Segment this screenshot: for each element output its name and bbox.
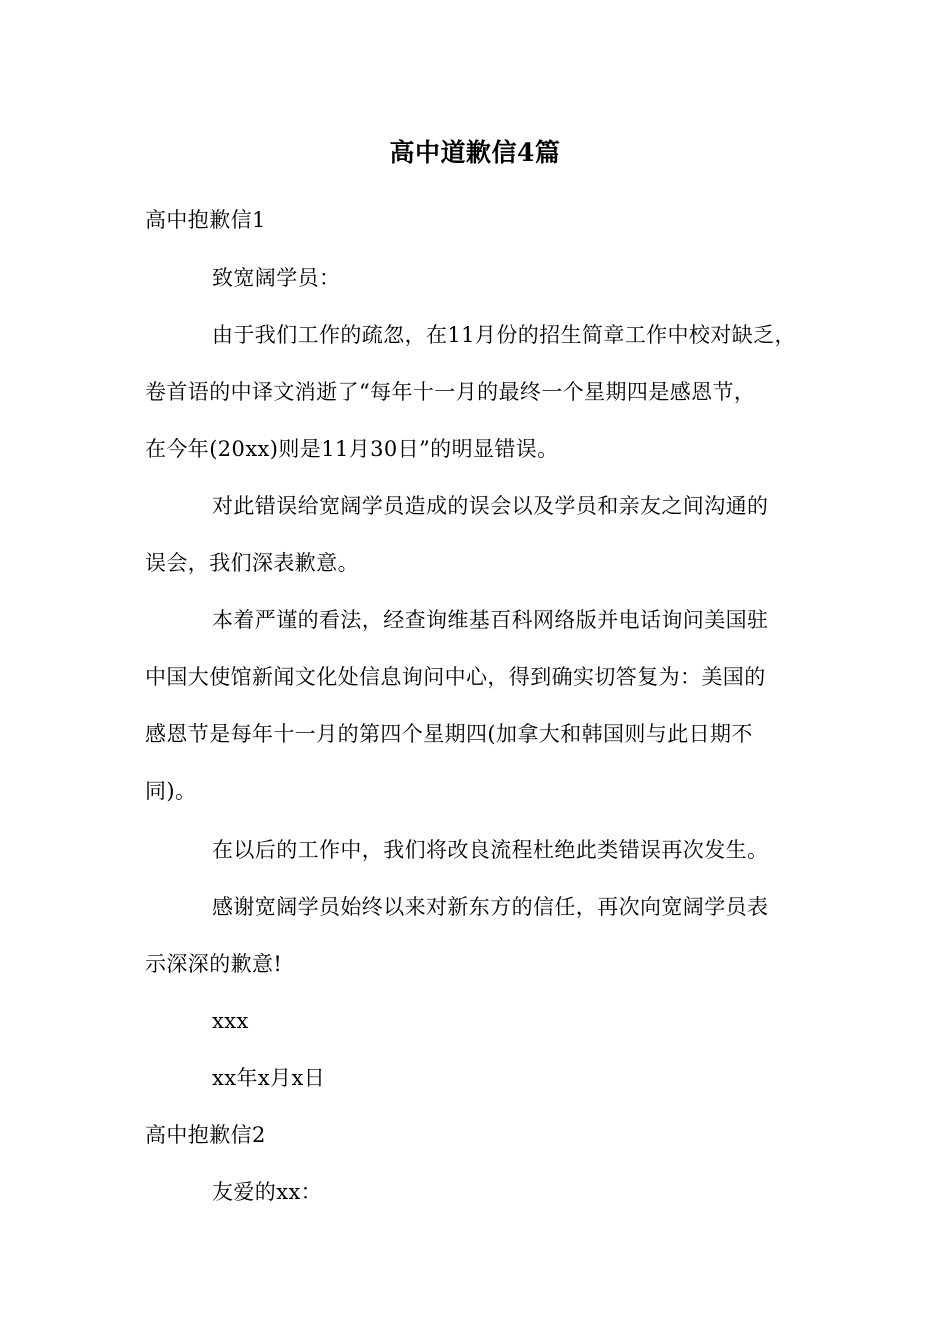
paragraph-line: 本着严谨的看法，经查询维基百科网络版并电话询问美国驻	[212, 608, 769, 632]
paragraph-line: 误会，我们深表歉意。	[145, 551, 359, 575]
salutation: 致宽阔学员：	[212, 266, 341, 290]
section-heading-2: 高中抱歉信2	[145, 1123, 266, 1147]
paragraph-line: 在今年(20xx)则是11月30日”的明显错误。	[145, 437, 559, 461]
section-heading-1: 高中抱歉信1	[145, 208, 266, 232]
paragraph-line: 中国大使馆新闻文化处信息询问中心，得到确实切答复为：美国的	[145, 665, 766, 689]
paragraph-line: 感谢宽阔学员始终以来对新东方的信任，再次向宽阔学员表	[212, 895, 769, 919]
paragraph-line: 示深深的歉意!	[145, 952, 283, 976]
paragraph-line: 由于我们工作的疏忽，在11月份的招生简章工作中校对缺乏，	[212, 323, 796, 347]
paragraph-line: 同)。	[145, 779, 197, 803]
date-line: xx年x月x日	[212, 1066, 326, 1090]
salutation: 友爱的xx：	[212, 1180, 323, 1204]
document-title: 高中道歉信4篇	[389, 138, 561, 167]
signature: xxx	[212, 1009, 249, 1033]
paragraph-line: 在以后的工作中，我们将改良流程杜绝此类错误再次发生。	[212, 838, 769, 862]
paragraph-line: 感恩节是每年十一月的第四个星期四(加拿大和韩国则与此日期不	[145, 722, 753, 746]
paragraph-line: 对此错误给宽阔学员造成的误会以及学员和亲友之间沟通的	[212, 494, 769, 518]
paragraph-line: 卷首语的中译文消逝了“每年十一月的最终一个星期四是感恩节，	[145, 380, 756, 404]
